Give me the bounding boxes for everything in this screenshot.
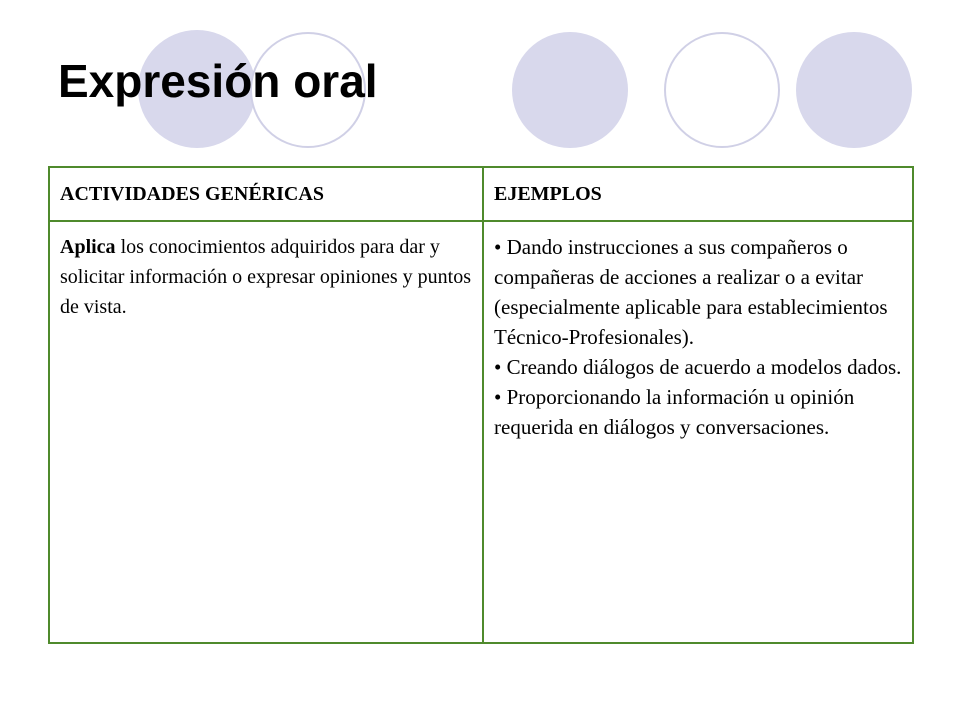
- table-row: [49, 221, 913, 643]
- decorative-ring: [664, 32, 780, 148]
- slide-title: Expresión oral: [58, 55, 378, 107]
- example-item: • Creando diálogos de acuerdo a modelos dados.: [494, 355, 902, 379]
- activity-text: los conocimientos adquiridos para dar y solicitar información o expresar opiniones y puntos de vista.: [60, 236, 472, 318]
- header-examples: EJEMPLOS: [483, 167, 913, 221]
- activities-table-container: [48, 166, 914, 644]
- example-item: • Dando instrucciones a sus compañeros o compañeras de acciones a realizar o a evitar (especialmente aplicable para establecimientos Técnico-Profesionales).: [494, 235, 888, 349]
- decorative-circle: [796, 32, 912, 148]
- decorative-circle: [512, 32, 628, 148]
- examples-cell: [483, 221, 913, 643]
- activities-table: [48, 166, 914, 644]
- example-item: • Proporcionando la información u opinión requerida en diálogos y conversaciones.: [494, 385, 855, 439]
- activity-cell: [49, 221, 483, 643]
- table-header-row: [49, 167, 913, 221]
- header-activities: ACTIVIDADES GENÉRICAS: [49, 167, 483, 221]
- activity-verb: Aplica: [60, 236, 116, 258]
